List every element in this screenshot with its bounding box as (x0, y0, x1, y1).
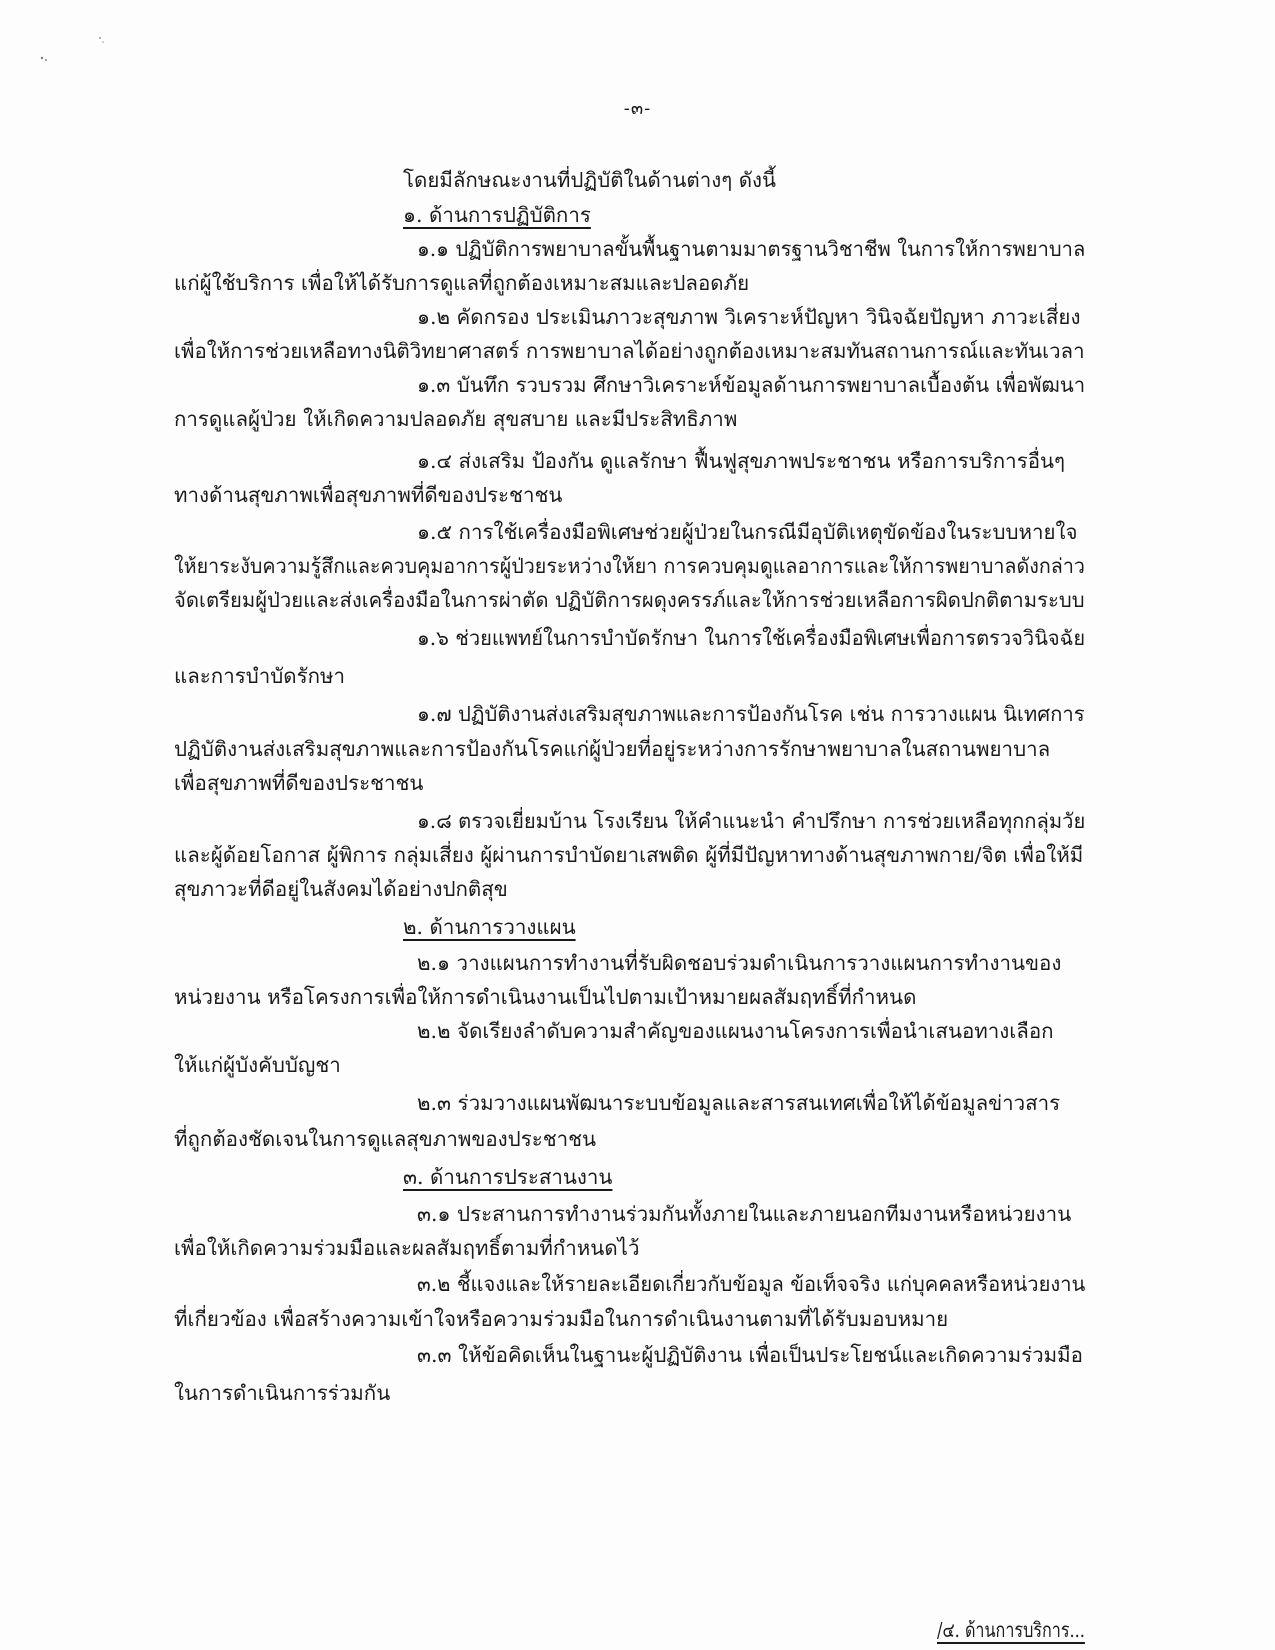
continuation-footer: /๔. ด้านการบริการ... (937, 1618, 1085, 1642)
item-2-3-line-2: ที่ถูกต้องชัดเจนในการดูแลสุขภาพของประชาชน (174, 1127, 597, 1151)
item-1-8-line-2: และผู้ด้อยโอกาส ผู้พิการ กลุ่มเสี่ยง ผู้ผ่านการบำบัดยาเสพติด ผู้ที่มีปัญหาทางด้านสุขภาพกาย/จิต เพื่อให้มี (174, 843, 1084, 867)
item-1-3-line-1: ๑.๓ บันทึก รวบรวม ศึกษาวิเคราะห์ข้อมูลด้านการพยาบาลเบื้องต้น เพื่อพัฒนา (417, 373, 1086, 397)
item-2-3-line-1: ๒.๓ ร่วมวางแผนพัฒนาระบบข้อมูลและสารสนเทศเพื่อให้ได้ข้อมูลข่าวสาร (417, 1091, 1061, 1115)
item-1-3-line-2: การดูแลผู้ป่วย ให้เกิดความปลอดภัย สุขสบาย และมีประสิทธิภาพ (174, 407, 738, 431)
item-1-2-line-1: ๑.๒ คัดกรอง ประเมินภาวะสุขภาพ วิเคราะห์ปัญหา วินิจฉัยปัญหา ภาวะเสี่ยง (417, 305, 1081, 329)
section-heading-planning: ๒. ด้านการวางแผน (403, 915, 576, 939)
item-1-1-line-2: แก่ผู้ใช้บริการ เพื่อให้ได้รับการดูแลที่ถูกต้องเหมาะสมและปลอดภัย (174, 271, 750, 295)
item-2-1-line-2: หน่วยงาน หรือโครงการเพื่อให้การดำเนินงานเป็นไปตามเป้าหมายผลสัมฤทธิ์ที่กำหนด (174, 985, 917, 1009)
item-3-2-line-1: ๓.๒ ชี้แจงและให้รายละเอียดเกี่ยวกับข้อมูล ข้อเท็จจริง แก่บุคคลหรือหน่วยงาน (417, 1272, 1086, 1296)
section-heading-coordination: ๓. ด้านการประสานงาน (403, 1165, 613, 1189)
item-1-5-line-2: ให้ยาระงับความรู้สึกและควบคุมอาการผู้ป่วยระหว่างให้ยา การควบคุมดูแลอาการและให้การพยาบาลดังกล่าว (174, 554, 1085, 578)
item-3-2-line-2: ที่เกี่ยวข้อง เพื่อสร้างความเข้าใจหรือความร่วมมือในการดำเนินงานตามที่ได้รับมอบหมาย (174, 1307, 949, 1331)
item-1-5-line-3: จัดเตรียมผู้ป่วยและส่งเครื่องมือในการผ่าตัด ปฏิบัติการผดุงครรภ์และให้การช่วยเหลือการผิดปกติตามระบบ (174, 588, 1085, 612)
page-number: -๓- (623, 98, 652, 119)
item-1-4-line-2: ทางด้านสุขภาพเพื่อสุขภาพที่ดีของประชาชน (174, 483, 563, 507)
item-2-2-line-2: ให้แก่ผู้บังคับบัญชา (174, 1053, 341, 1077)
item-3-3-line-2: ในการดำเนินการร่วมกัน (174, 1381, 391, 1405)
item-1-6-line-1: ๑.๖ ช่วยแพทย์ในการบำบัดรักษา ในการใช้เครื่องมือพิเศษเพื่อการตรวจวินิจฉัย (417, 626, 1086, 650)
item-1-4-line-1: ๑.๔ ส่งเสริม ป้องกัน ดูแลรักษา ฟื้นฟูสุขภาพประชาชน หรือการบริการอื่นๆ (417, 449, 1066, 473)
item-1-7-line-1: ๑.๗ ปฏิบัติงานส่งเสริมสุขภาพและการป้องกันโรค เช่น การวางแผน นิเทศการ (417, 702, 1085, 726)
item-1-8-line-3: สุขภาวะที่ดีอยู่ในสังคมได้อย่างปกติสุข (174, 877, 508, 901)
item-1-2-line-2: เพื่อให้การช่วยเหลือทางนิติวิทยาศาสตร์ การพยาบาลได้อย่างถูกต้องเหมาะสมทันสถานการณ์และทันเวลา (174, 339, 1085, 363)
intro-text: โดยมีลักษณะงานที่ปฏิบัติในด้านต่างๆ ดังนี้ (403, 168, 777, 192)
item-1-6-line-2: และการบำบัดรักษา (174, 664, 346, 688)
item-1-7-line-3: เพื่อสุขภาพที่ดีของประชาชน (174, 771, 424, 795)
section-heading-operations: ๑. ด้านการปฏิบัติการ (403, 203, 591, 227)
item-1-8-line-1: ๑.๘ ตรวจเยี่ยมบ้าน โรงเรียน ให้คำแนะนำ คำปรึกษา การช่วยเหลือทุกกลุ่มวัย (417, 809, 1086, 833)
item-1-7-line-2: ปฏิบัติงานส่งเสริมสุขภาพและการป้องกันโรคแก่ผู้ป่วยที่อยู่ระหว่างการรักษาพยาบาลในสถานพยาบาล (174, 737, 1051, 761)
scan-speck-marks (30, 30, 120, 70)
item-2-1-line-1: ๒.๑ วางแผนการทำงานที่รับผิดชอบร่วมดำเนินการวางแผนการทำงานของ (417, 951, 1062, 975)
item-2-2-line-1: ๒.๒ จัดเรียงลำดับความสำคัญของแผนงานโครงการเพื่อนำเสนอทางเลือก (417, 1019, 1054, 1043)
item-1-1-line-1: ๑.๑ ปฏิบัติการพยาบาลขั้นพื้นฐานตามมาตรฐานวิชาชีพ ในการให้การพยาบาล (417, 237, 1086, 261)
item-1-5-line-1: ๑.๕ การใช้เครื่องมือพิเศษช่วยผู้ป่วยในกรณีมีอุบัติเหตุขัดข้องในระบบหายใจ (417, 520, 1078, 544)
item-3-1-line-2: เพื่อให้เกิดความร่วมมือและผลสัมฤทธิ์ตามที่กำหนดไว้ (174, 1236, 640, 1260)
item-3-1-line-1: ๓.๑ ประสานการทำงานร่วมกันทั้งภายในและภายนอกทีมงานหรือหน่วยงาน (417, 1202, 1072, 1226)
item-3-3-line-1: ๓.๓ ให้ข้อคิดเห็นในฐานะผู้ปฏิบัติงาน เพื่อเป็นประโยชน์และเกิดความร่วมมือ (417, 1343, 1083, 1367)
